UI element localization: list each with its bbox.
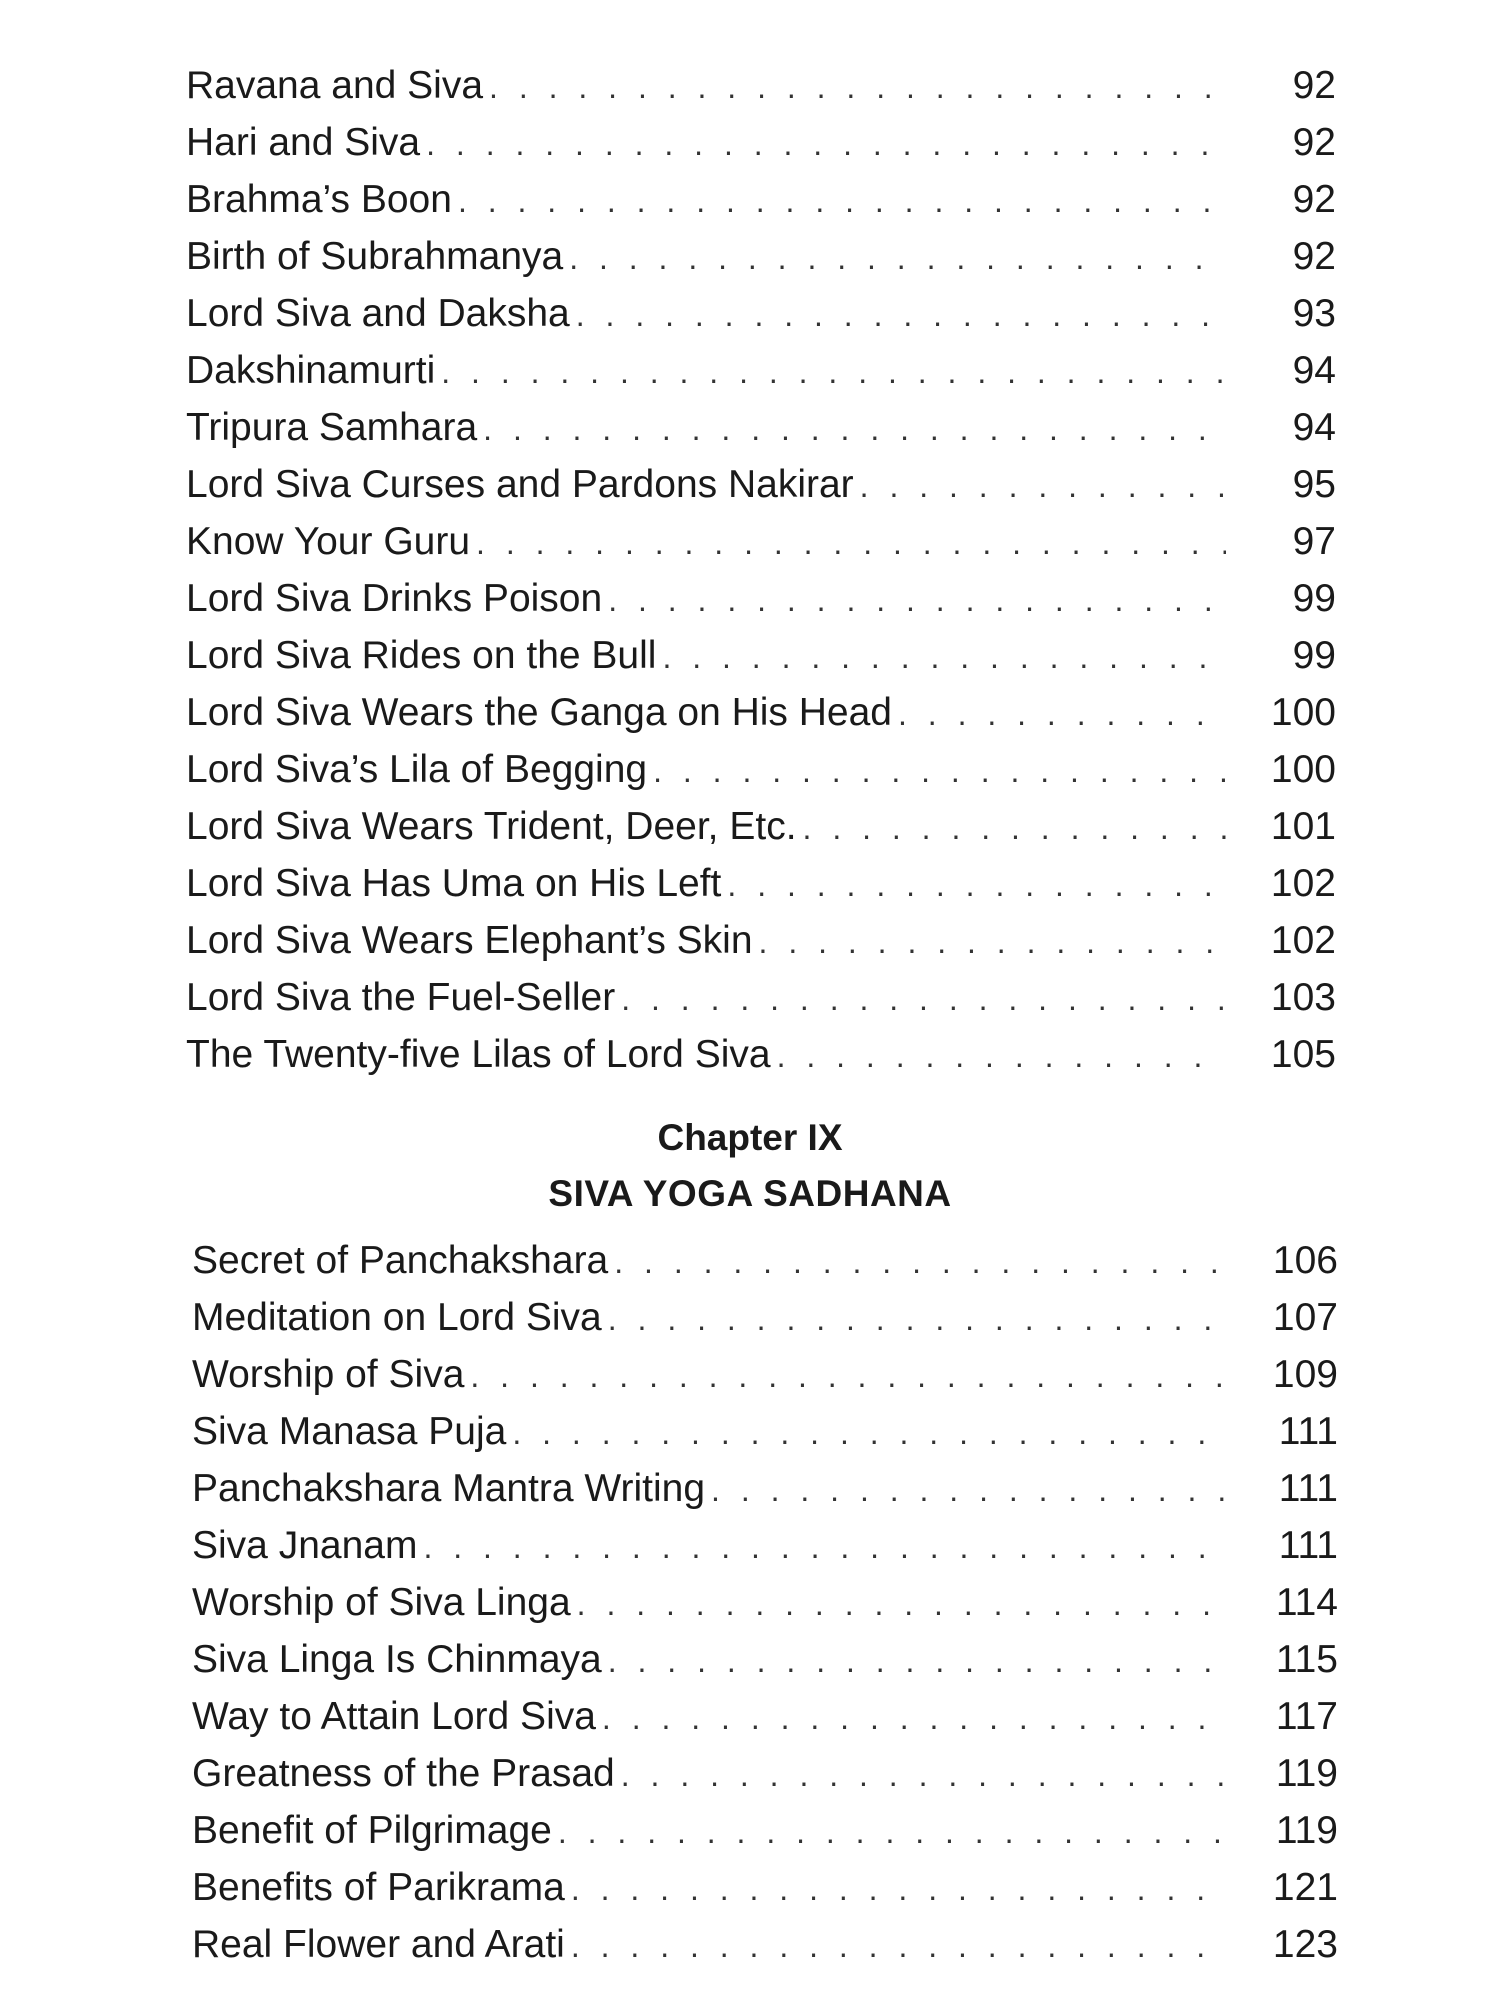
toc-entry-page-number: 100	[1270, 691, 1336, 734]
toc-entry[interactable]	[192, 1688, 1338, 1745]
toc-entry[interactable]	[192, 1289, 1338, 1346]
dot-leader	[476, 515, 1226, 572]
toc-entry[interactable]	[186, 228, 1336, 285]
toc-entry-page-number: 94	[1292, 349, 1336, 392]
toc-entry-page-number: 111	[1278, 1467, 1338, 1510]
toc-entry[interactable]	[186, 513, 1336, 570]
toc-entry[interactable]	[186, 969, 1336, 1026]
toc-entry[interactable]	[186, 798, 1336, 855]
toc-entry-title: Siva Linga Is Chinmaya	[192, 1638, 602, 1681]
toc-entry[interactable]	[186, 741, 1336, 798]
toc-entry[interactable]	[186, 456, 1336, 513]
toc-entry[interactable]	[192, 1460, 1338, 1517]
toc-entry[interactable]	[186, 285, 1336, 342]
toc-entry-page-number: 109	[1272, 1353, 1338, 1396]
toc-entry[interactable]	[186, 399, 1336, 456]
toc-list-chapter-viii	[186, 57, 1336, 1083]
toc-entry-title: Lord Siva’s Lila of Begging	[186, 748, 648, 791]
toc-entry[interactable]	[192, 1232, 1338, 1289]
toc-entry-page-number: 92	[1292, 235, 1336, 278]
toc-entry[interactable]	[192, 1916, 1338, 1973]
toc-entry[interactable]	[186, 114, 1336, 171]
toc-entry-title: Lord Siva Wears Elephant’s Skin	[186, 919, 753, 962]
dot-leader	[777, 1028, 1226, 1085]
toc-entry-page-number: 99	[1292, 577, 1336, 620]
dot-leader	[608, 1633, 1228, 1690]
toc-entry[interactable]	[186, 684, 1336, 741]
toc-entry-page-number: 105	[1270, 1033, 1336, 1076]
toc-entry-page-number: 121	[1272, 1866, 1338, 1909]
toc-entry-title: Lord Siva Drinks Poison	[186, 577, 603, 620]
toc-entry-title: Birth of Subrahmanya	[186, 235, 564, 278]
toc-entry-title: Ravana and Siva	[186, 64, 484, 107]
toc-entry[interactable]	[186, 855, 1336, 912]
toc-entry-title: Lord Siva and Daksha	[186, 292, 570, 335]
toc-entry-page-number: 111	[1278, 1410, 1338, 1453]
toc-entry[interactable]	[186, 627, 1336, 684]
toc-entry[interactable]	[192, 1574, 1338, 1631]
toc-entry-title: Way to Attain Lord Siva	[192, 1695, 596, 1738]
chapter-label: Chapter IX	[657, 1117, 843, 1158]
toc-entry-title: Siva Jnanam	[192, 1524, 418, 1567]
dot-leader	[662, 629, 1226, 686]
toc-entry-page-number: 95	[1292, 463, 1336, 506]
toc-entry-title: Worship of Siva Linga	[192, 1581, 571, 1624]
dot-leader	[602, 1690, 1228, 1747]
toc-entry-title: Benefit of Pilgrimage	[192, 1809, 552, 1852]
dot-leader	[803, 800, 1226, 857]
toc-entry[interactable]	[186, 570, 1336, 627]
toc-entry-page-number: 93	[1292, 292, 1336, 335]
toc-entry-title: Secret of Panchakshara	[192, 1239, 609, 1282]
toc-entry[interactable]	[192, 1802, 1338, 1859]
toc-entry-page-number: 119	[1275, 1809, 1338, 1852]
toc-entry-title: Tripura Samhara	[186, 406, 478, 449]
dot-leader	[621, 1747, 1228, 1804]
dot-leader	[483, 401, 1226, 458]
toc-entry[interactable]	[186, 342, 1336, 399]
toc-entry-title: Brahma’s Boon	[186, 178, 452, 221]
toc-entry-title: Worship of Siva	[192, 1353, 465, 1396]
toc-entry[interactable]	[192, 1346, 1338, 1403]
dot-leader	[653, 743, 1226, 800]
dot-leader	[860, 458, 1226, 515]
toc-entry-page-number: 97	[1292, 520, 1336, 563]
toc-entry-page-number: 99	[1292, 634, 1336, 677]
toc-entry[interactable]	[186, 1026, 1336, 1083]
dot-leader	[571, 1918, 1228, 1975]
toc-entry[interactable]	[192, 1403, 1338, 1460]
dot-leader	[558, 1804, 1228, 1861]
toc-entry-title: The Twenty-five Lilas of Lord Siva	[186, 1033, 771, 1076]
toc-entry-title: Panchakshara Mantra Writing	[192, 1467, 706, 1510]
toc-entry-page-number: 103	[1270, 976, 1336, 1019]
toc-entry[interactable]	[192, 1745, 1338, 1802]
toc-entry[interactable]	[192, 1859, 1338, 1916]
toc-entry-title: Meditation on Lord Siva	[192, 1296, 602, 1339]
toc-entry-title: Lord Siva Curses and Pardons Nakirar	[186, 463, 854, 506]
dot-leader	[489, 59, 1226, 116]
dot-leader	[898, 686, 1226, 743]
toc-entry-page-number: 94	[1292, 406, 1336, 449]
dot-leader	[512, 1405, 1228, 1462]
toc-entry-page-number: 114	[1275, 1581, 1338, 1624]
dot-leader	[711, 1462, 1228, 1519]
toc-list-chapter-ix	[192, 1232, 1338, 1973]
toc-entry-page-number: 102	[1270, 862, 1336, 905]
dot-leader	[470, 1348, 1228, 1405]
toc-entry-title: Lord Siva Has Uma on His Left	[186, 862, 722, 905]
toc-entry[interactable]	[192, 1631, 1338, 1688]
toc-entry-page-number: 102	[1270, 919, 1336, 962]
toc-entry-page-number: 123	[1272, 1923, 1338, 1966]
toc-entry-title: Lord Siva the Fuel-Seller	[186, 976, 616, 1019]
toc-entry-page-number: 117	[1275, 1695, 1338, 1738]
toc-entry-page-number: 100	[1270, 748, 1336, 791]
chapter-heading	[0, 1110, 1500, 1222]
dot-leader	[571, 1861, 1228, 1918]
toc-entry-title: Greatness of the Prasad	[192, 1752, 615, 1795]
chapter-title: SIVA YOGA SADHANA	[548, 1173, 952, 1214]
dot-leader	[423, 1519, 1228, 1576]
dot-leader	[569, 230, 1226, 287]
toc-entry-title: Siva Manasa Puja	[192, 1410, 507, 1453]
toc-entry-page-number: 107	[1272, 1296, 1338, 1339]
dot-leader	[426, 116, 1226, 173]
toc-entry-page-number: 92	[1292, 178, 1336, 221]
toc-entry[interactable]	[192, 1517, 1338, 1574]
toc-entry-title: Lord Siva Wears the Ganga on His Head	[186, 691, 892, 734]
dot-leader	[727, 857, 1226, 914]
dot-leader	[608, 1291, 1228, 1348]
dot-leader	[759, 914, 1226, 971]
dot-leader	[441, 344, 1226, 401]
toc-entry-title: Dakshinamurti	[186, 349, 436, 392]
toc-entry-title: Real Flower and Arati	[192, 1923, 565, 1966]
dot-leader	[458, 173, 1226, 230]
toc-entry[interactable]	[186, 171, 1336, 228]
toc-entry-title: Hari and Siva	[186, 121, 421, 164]
toc-entry-page-number: 101	[1270, 805, 1336, 848]
dot-leader	[614, 1234, 1228, 1291]
toc-entry-title: Lord Siva Rides on the Bull	[186, 634, 657, 677]
toc-entry[interactable]	[186, 912, 1336, 969]
toc-entry-title: Lord Siva Wears Trident, Deer, Etc.	[186, 805, 797, 848]
toc-entry-page-number: 111	[1278, 1524, 1338, 1567]
toc-entry-title: Know Your Guru	[186, 520, 471, 563]
dot-leader	[621, 971, 1226, 1028]
toc-entry-page-number: 92	[1292, 121, 1336, 164]
toc-entry-title: Benefits of Parikrama	[192, 1866, 565, 1909]
toc-entry-page-number: 115	[1275, 1638, 1338, 1681]
toc-entry-page-number: 106	[1272, 1239, 1338, 1282]
dot-leader	[608, 572, 1226, 629]
dot-leader	[576, 287, 1226, 344]
dot-leader	[577, 1576, 1228, 1633]
toc-entry[interactable]	[186, 57, 1336, 114]
toc-entry-page-number: 119	[1275, 1752, 1338, 1795]
toc-entry-page-number: 92	[1292, 64, 1336, 107]
